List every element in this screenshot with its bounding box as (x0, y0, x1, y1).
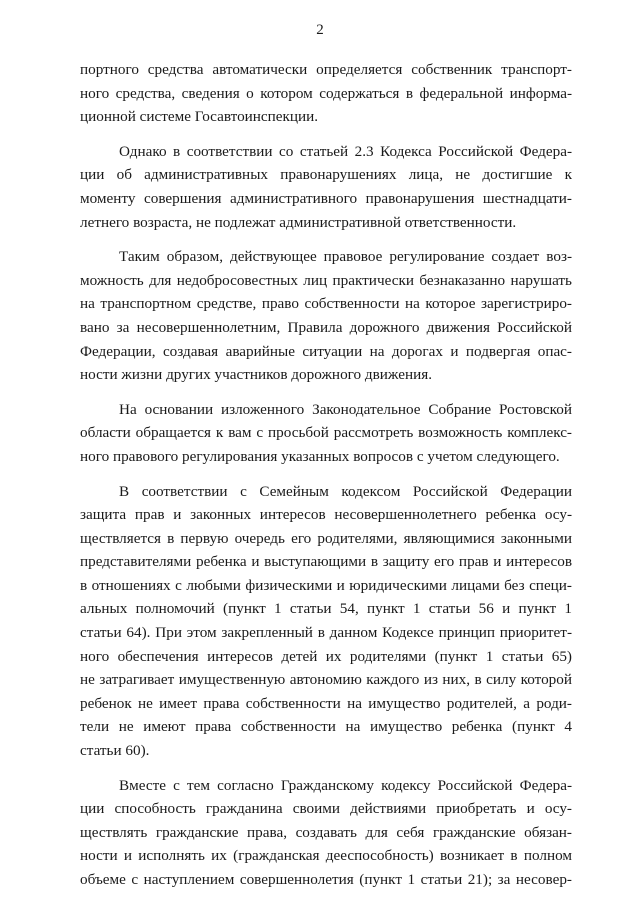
text-line: ционной системе Госавтоинспекции. (80, 108, 319, 126)
text-line: альных полномочий (пункт 1 статьи 54, пункт 1 статьи 56 и пункт 1 (80, 600, 572, 618)
paragraph (80, 774, 572, 892)
text-line: области обращается к вам с просьбой рассмотреть возможность комплекс- (80, 424, 572, 442)
text-line: ного средства, сведения о котором содержаться в федеральной информа- (80, 84, 572, 102)
paragraph (80, 480, 572, 763)
document-body (80, 58, 572, 903)
text-line: летнего возраста, не подлежат административной ответственности. (80, 213, 517, 231)
text-line: не затрагивает имущественную автономию каждого из них, в силу которой (80, 671, 572, 689)
text-line: портного средства автоматически определяется собственник транспорт- (80, 61, 572, 78)
page-number: 2 (316, 22, 324, 38)
text-line: защита прав и законных интересов несовершеннолетнего ребенка осу- (80, 506, 572, 524)
text-line: ществлять гражданские права, создавать для себя гражданские обязан- (80, 823, 572, 841)
text-line: моменту совершения административного правонарушения шестнадцати- (80, 189, 572, 207)
text-line: ного обеспечения интересов детей их родителями (пункт 1 статьи 65) (80, 647, 572, 665)
text-line: ности и исполнять их (гражданская дееспособность) возникает в полном (80, 847, 572, 865)
paragraph (80, 398, 572, 469)
text-line: ции об административных правонарушениях лица, не достигшие к (80, 166, 572, 184)
text-line: представителями ребенка и выступающими в защиту его прав и интересов (80, 553, 572, 571)
text-line: статьи 60). (80, 742, 150, 760)
text-line: ребенок не имеет права собственности на имущество родителей, а роди- (80, 694, 572, 712)
text-line: На основании изложенного Законодательное Собрание Ростовской (119, 400, 572, 418)
paragraph (80, 245, 572, 387)
text-line: ществляется в первую очередь его родителями, являющимися законными (80, 529, 572, 547)
text-line: Однако в соответствии со статьей 2.3 Кодекса Российской Федера- (119, 142, 572, 160)
text-line: ного правового регулирования указанных вопросов с учетом следующего. (80, 447, 560, 465)
text-line: В соответствии с Семейным кодексом Российской Федерации (119, 482, 572, 500)
text-line: тели не имеют права собственности на имущество ребенка (пункт 4 (80, 718, 572, 736)
text-line: Федерации, создавая аварийные ситуации на дорогах и подвергая опас- (80, 342, 572, 360)
text-line: Таким образом, действующее правовое регулирование создает воз- (119, 248, 572, 266)
text-line: на транспортном средстве, право собственности на которое зарегистриро- (80, 295, 572, 313)
paragraph (80, 140, 572, 234)
paragraph (80, 58, 572, 129)
text-line: ности жизни других участников дорожного движения. (80, 366, 432, 384)
text-line: Вместе с тем согласно Гражданскому кодексу Российской Федера- (119, 776, 572, 794)
text-line: в отношениях с любыми физическими и юридическими лицами без специ- (80, 576, 572, 594)
text-line: можность для недобросовестных лиц практически безнаказанно нарушать (80, 271, 572, 289)
text-line: статьи 64). При этом закрепленный в данном Кодексе принцип приоритет- (80, 624, 572, 642)
text-line: ции способность гражданина своими действиями приобретать и осу- (80, 800, 572, 818)
text-line: объеме с наступлением совершеннолетия (пункт 1 статьи 21); за несовер- (80, 871, 572, 888)
text-line: вано за несовершеннолетним, Правила дорожного движения Российской (80, 318, 572, 336)
